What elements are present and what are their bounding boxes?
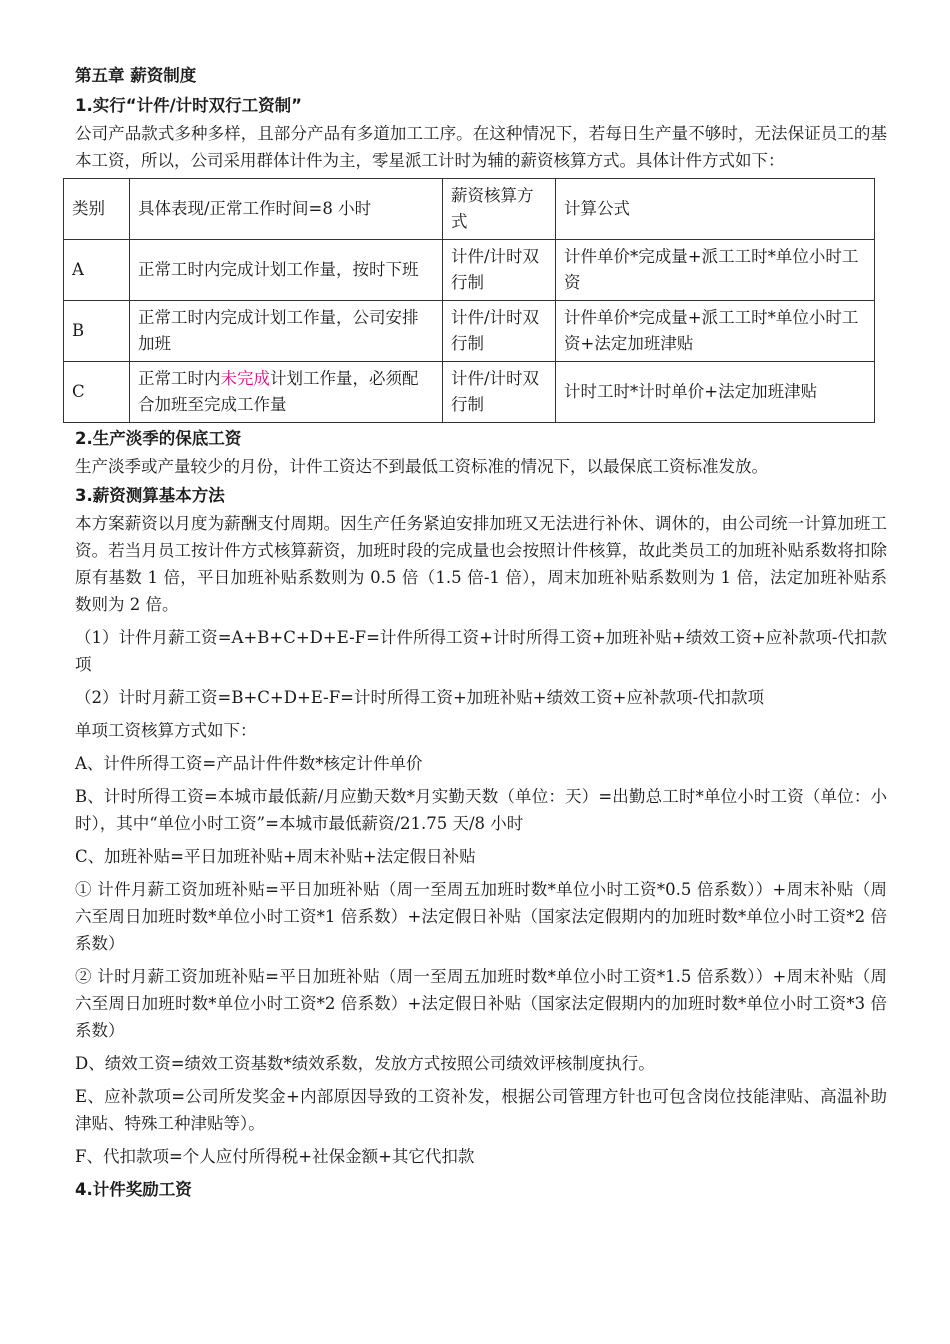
description-text: 正常工时内完成计划工作量，按时下班 bbox=[138, 260, 419, 279]
item-d: D、绩效工资=绩效工资基数*绩效系数，发放方式按照公司绩效评核制度执行。 bbox=[75, 1054, 655, 1073]
section-1-heading: 1.实行“计件/计时双行工资制” bbox=[75, 96, 302, 115]
item-e: E、应补款项=公司所发奖金+内部原因导致的工资补发，根据公司管理方针也可包含岗位技能津贴、高温补助津贴、特殊工种津贴等）。 bbox=[75, 1087, 887, 1133]
item-c2: ② 计时月薪工资加班补贴=平日加班补贴（周一至周五加班时数*单位小时工资*1.5 倍系数））+周末补贴（周六至周日加班时数*单位小时工资*2 倍系数）+法定假日补贴（国家法定假期内的加班时数*单位小时工资*3 倍系数） bbox=[75, 967, 887, 1040]
item-c1: ① 计件月薪工资加班补贴=平日加班补贴（周一至周五加班时数*单位小时工资*0.5 倍系数））+周末补贴（周六至周日加班时数*单位小时工资*1 倍系数）+法定假日补贴（国家法定假期内的加班时数*单位小时工资*2 倍系数） bbox=[75, 880, 887, 953]
item-a: A、计件所得工资=产品计件件数*核定计件单价 bbox=[75, 754, 423, 773]
category-cell: A bbox=[64, 240, 130, 301]
item-b: B、计时所得工资=本城市最低薪/月应勤天数*月实勤天数（单位：天）=出勤总工时*单位小时工资（单位：小时），其中“单位小时工资”=本城市最低薪资/21.75 天/8 小时 bbox=[75, 787, 887, 833]
category-cell: B bbox=[64, 301, 130, 362]
formula-cell: 计件单价*完成量+派工工时*单位小时工资 bbox=[556, 240, 875, 301]
description-cell bbox=[130, 240, 443, 301]
formula-time-rate: （2）计时月薪工资=B+C+D+E-F=计时所得工资+加班补贴+绩效工资+应补款项-代扣款项 bbox=[75, 688, 765, 707]
section-2-heading: 2.生产淡季的保底工资 bbox=[75, 429, 242, 448]
description-text: 正常工时内完成计划工作量，公司安排加班 bbox=[138, 308, 419, 353]
items-intro: 单项工资核算方式如下： bbox=[75, 721, 257, 740]
table-row bbox=[64, 240, 875, 301]
formula-piece-rate: （1）计件月薪工资=A+B+C+D+E-F=计件所得工资+计时所得工资+加班补贴+绩效工资+应补款项-代扣款项 bbox=[75, 628, 887, 674]
table-header-cell: 具体表现/正常工作时间=8 小时 bbox=[130, 179, 443, 240]
highlight-text: 未完成 bbox=[220, 369, 270, 388]
table-header-cell: 薪资核算方式 bbox=[443, 179, 556, 240]
description-text: 正常工时内 bbox=[138, 369, 221, 388]
description-cell bbox=[130, 362, 443, 423]
section-1-intro: 公司产品款式多种多样，且部分产品有多道加工工序。在这种情况下，若每日生产量不够时，无法保证员工的基本工资，所以，公司采用群体计件为主，零星派工计时为辅的薪资核算方式。具体计件方式如下： bbox=[75, 124, 887, 170]
document-page bbox=[72, 62, 887, 1204]
table-header-row bbox=[64, 179, 875, 240]
salary-method-table bbox=[63, 178, 875, 423]
method-cell: 计件/计时双行制 bbox=[443, 362, 556, 423]
formula-cell: 计件单价*完成量+派工工时*单位小时工资+法定加班津贴 bbox=[556, 301, 875, 362]
section-2-text: 生产淡季或产量较少的月份，计件工资达不到最低工资标准的情况下，以最保底工资标准发放。 bbox=[75, 457, 768, 476]
method-cell: 计件/计时双行制 bbox=[443, 240, 556, 301]
section-3-heading: 3.薪资测算基本方法 bbox=[75, 486, 225, 505]
item-f: F、代扣款项=个人应付所得税+社保金额+其它代扣款 bbox=[75, 1147, 475, 1166]
section-4-heading: 4.计件奖励工资 bbox=[75, 1180, 192, 1199]
table-header-cell: 类别 bbox=[64, 179, 130, 240]
description-text-rest: 计划工作量，必须配合加班至完成工作量 bbox=[138, 369, 419, 414]
table-header-cell: 计算公式 bbox=[556, 179, 875, 240]
item-c: C、加班补贴=平日加班补贴+周末补贴+法定假日补贴 bbox=[75, 847, 476, 866]
method-cell: 计件/计时双行制 bbox=[443, 301, 556, 362]
category-cell: C bbox=[64, 362, 130, 423]
section-3-intro: 本方案薪资以月度为薪酬支付周期。因生产任务紧迫安排加班又无法进行补休、调休的，由公司统一计算加班工资。若当月员工按计件方式核算薪资，加班时段的完成量也会按照计件核算，故此类员工的加班补贴系数将扣除原有基数 1 倍，平日加班补贴系数则为 0.5 倍（1.5 倍-1 倍），周末加班补贴系数则为 1 倍，法定加班补贴系数则为 2 倍。 bbox=[75, 514, 887, 614]
table-row bbox=[64, 301, 875, 362]
table-row bbox=[64, 362, 875, 423]
chapter-title: 第五章 薪资制度 bbox=[75, 66, 197, 85]
description-cell bbox=[130, 301, 443, 362]
formula-cell: 计时工时*计时单价+法定加班津贴 bbox=[556, 362, 875, 423]
